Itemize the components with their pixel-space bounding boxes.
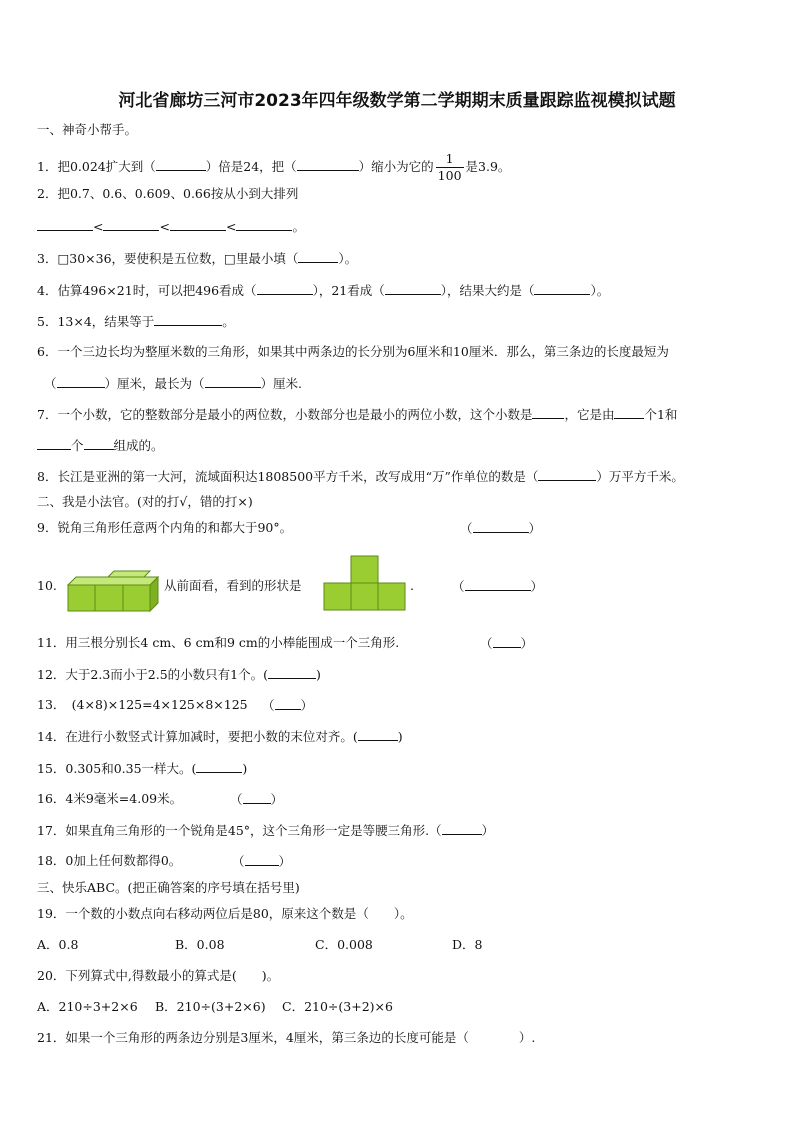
answer-blank[interactable] <box>156 158 206 171</box>
front-view-figure <box>322 555 408 613</box>
question-6-cont: （ ）厘米，最长为（ ）厘米. <box>44 376 303 391</box>
cube-stack-figure <box>66 563 162 613</box>
answer-blank[interactable] <box>534 282 590 295</box>
question-1: 1．把0.024扩大到（ ）倍是24，把（ ）缩小为它的 $\frac{1}{100}$ 是3.9。 <box>37 151 511 183</box>
question-8: 8．长江是亚洲的第一大河，流域面积达1808500平方千米，改写成用“万”作单位的数是（ ）万平方千米。 <box>37 469 684 484</box>
answer-blank[interactable] <box>298 250 338 263</box>
option-a[interactable]: A．210÷3+2×6 <box>37 999 138 1014</box>
judge-paren: （ ） <box>232 854 292 869</box>
answer-blank[interactable] <box>465 578 531 591</box>
question-13: 13． (4×8)×125=4×125×8×125 <box>37 697 248 712</box>
answer-blank[interactable] <box>154 313 222 326</box>
answer-blank[interactable] <box>205 375 261 388</box>
answer-blank[interactable] <box>37 218 93 231</box>
answer-blank[interactable] <box>268 666 316 679</box>
question-3: 3．□30×36，要使积是五位数，□里最小填（ ）。 <box>37 251 358 266</box>
page-title: 河北省廊坊三河市2023年四年级数学第二学期期末质量跟踪监视模拟试题 <box>118 91 676 111</box>
answer-blank[interactable] <box>385 282 441 295</box>
option-c[interactable]: C．0.008 <box>315 937 373 952</box>
question-10-number: 10. <box>37 578 57 593</box>
section-2-heading: 二、我是小法官。(对的打√，错的打×) <box>37 494 253 509</box>
answer-blank[interactable] <box>243 791 271 804</box>
answer-blank[interactable] <box>493 635 521 648</box>
answer-blank[interactable] <box>358 728 398 741</box>
answer-blank[interactable] <box>275 697 301 710</box>
answer-blank[interactable] <box>257 282 313 295</box>
judge-paren: （ ） <box>452 579 544 594</box>
question-10-text: 从前面看，看到的形状是 <box>164 578 302 593</box>
question-5: 5．13×4，结果等于 。 <box>37 314 235 329</box>
question-17: 17．如果直角三角形的一个锐角是45°，这个三角形一定是等腰三角形.（ ） <box>37 823 495 838</box>
fraction: $\frac{1}{100}$ <box>437 151 462 183</box>
answer-blank[interactable] <box>538 468 596 481</box>
question-10-dot: . <box>410 578 414 593</box>
judge-paren: （ ） <box>480 636 534 651</box>
question-21: 21．如果一个三角形的两条边分别是3厘米，4厘米，第三条边的长度可能是（ ）. <box>37 1030 536 1045</box>
question-7: 7．一个小数，它的整数部分是最小的两位数，小数部分也是最小的两位小数，这个小数是 ，它是由 个1和 <box>37 407 678 422</box>
answer-blank[interactable] <box>57 375 105 388</box>
answer-blank[interactable] <box>532 406 564 419</box>
answer-blank[interactable] <box>37 437 71 450</box>
question-19: 19．一个数的小数点向右移动两位后是80，原来这个数是（ ）。 <box>37 906 413 921</box>
question-2-answer-row: < < < 。 <box>37 218 305 235</box>
answer-blank[interactable] <box>84 437 114 450</box>
section-1-heading: 一、神奇小帮手。 <box>37 122 138 137</box>
judge-paren: （ ） <box>460 521 542 536</box>
question-15: 15．0.305和0.35一样大。( ) <box>37 761 248 776</box>
section-3-heading: 三、快乐ABC。(把正确答案的序号填在括号里) <box>37 880 300 895</box>
answer-blank[interactable] <box>103 218 159 231</box>
answer-blank[interactable] <box>614 406 644 419</box>
answer-blank[interactable] <box>473 520 529 533</box>
answer-blank[interactable] <box>196 760 242 773</box>
question-16: 16．4米9毫米=4.09米。 <box>37 791 183 806</box>
question-2: 2．把0.7、0.6、0.609、0.66按从小到大排列 <box>37 186 299 201</box>
question-18: 18．0加上任何数都得0。 <box>37 853 182 868</box>
question-14: 14．在进行小数竖式计算加减时，要把小数的末位对齐。( ) <box>37 729 403 744</box>
option-b[interactable]: B．0.08 <box>175 937 225 952</box>
question-12: 12．大于2.3而小于2.5的小数只有1个。( ) <box>37 667 321 682</box>
question-11: 11．用三根分别长4 cm、6 cm和9 cm的小棒能围成一个三角形. <box>37 635 400 650</box>
answer-blank[interactable] <box>297 158 359 171</box>
option-b[interactable]: B．210÷(3+2×6) <box>155 999 266 1014</box>
question-9: 9．锐角三角形任意两个内角的和都大于90°。 <box>37 520 293 535</box>
question-6: 6．一个三边长均为整厘米数的三角形，如果其中两条边的长分别为6厘米和10厘米．那么，第三条边的长度最短为 <box>37 344 669 359</box>
judge-paren: （ ） <box>262 698 314 713</box>
option-c[interactable]: C．210÷(3+2)×6 <box>282 999 393 1014</box>
option-a[interactable]: A．0.8 <box>37 937 79 952</box>
question-7-cont: 个 组成的。 <box>37 437 164 454</box>
answer-blank[interactable] <box>170 218 226 231</box>
option-d[interactable]: D．8 <box>452 937 483 952</box>
answer-blank[interactable] <box>442 822 482 835</box>
answer-blank[interactable] <box>245 853 279 866</box>
judge-paren: （ ） <box>230 792 284 807</box>
question-20: 20．下列算式中,得数最小的算式是( )。 <box>37 968 280 983</box>
answer-blank[interactable] <box>236 218 292 231</box>
question-4: 4．估算496×21时，可以把496看成（ ），21看成（ ），结果大约是（ ）。 <box>37 283 610 298</box>
